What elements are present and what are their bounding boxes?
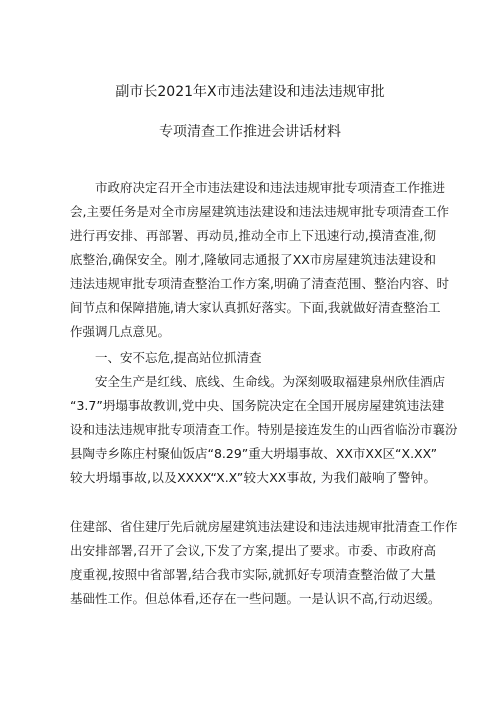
section-heading-1-text: 一、安不忘危,提高站位抓清查 [95, 350, 262, 365]
paragraph-2-line: 设和违法违规审批专项清查工作。特别是接连发生的山西省临汾市襄汾 [70, 422, 458, 437]
paragraph-1-line: 间节点和保障措施,请大家认真抓好落实。下面,我就做好清查整治工 [70, 300, 441, 315]
paragraph-2-line: 安全生产是红线、底线、生命线。为深刻吸取福建泉州欣佳酒店 [95, 374, 446, 389]
document-title-line-1: 副市长2021年X市违法建设和违法违规审批 [115, 84, 385, 100]
section-heading-1 [70, 346, 436, 370]
paragraph-3-line: 基础性工作。但总体看,还存在一些问题。一是认识不高,行动迟缓。 [70, 591, 441, 606]
paragraph-2-line: 县陶寺乡陈庄村聚仙饭店“8.29”重大坍塌事故、XX市XX区“X.XX” [70, 446, 438, 461]
document-title-line-2: 专项清查工作推进会讲话材料 [159, 124, 341, 140]
paragraph-3 [70, 515, 458, 611]
paragraph-1-line: 进行再安排、再部署、再动员,推动全市上下迅速行动,摸清查准,彻 [70, 228, 436, 243]
paragraph-3-line: 出安排部署,召开了会议,下发了方案,提出了要求。市委、市政府高 [70, 543, 436, 558]
paragraph-1-line: 市政府决定召开全市违法建设和违法违规审批专项清查工作推进 [95, 180, 446, 195]
paragraph-1 [70, 176, 449, 344]
paragraph-1-line: 违法违规审批专项清查整治工作方案,明确了清查范围、整治内容、时 [70, 276, 449, 291]
paragraph-3-line: 住建部、省住建厅先后就房屋建筑违法建设和违法违规审批清查工作作 [70, 519, 458, 534]
paragraph-2-line: 较大坍塌事故,以及XXXX“X.X”较大XX事故, 为我们敲响了警钟。 [70, 470, 436, 485]
paragraph-1-line: 会,主要任务是对全市房屋建筑违法建设和违法违规审批专项清查工作 [70, 204, 449, 219]
paragraph-1-line: 作强调几点意见。 [70, 324, 171, 339]
paragraph-3-line: 度重视,按照中省部署,结合我市实际,就抓好专项清查整治做了大量 [70, 567, 436, 582]
paragraph-2 [70, 370, 458, 490]
paragraph-2-line: “3.7”坍塌事故教训,党中央、国务院决定在全国开展房屋建筑违法建 [70, 398, 445, 413]
paragraph-1-line: 底整治,确保安全。刚才,隆敏同志通报了XX市房屋建筑违法建设和 [70, 252, 436, 267]
